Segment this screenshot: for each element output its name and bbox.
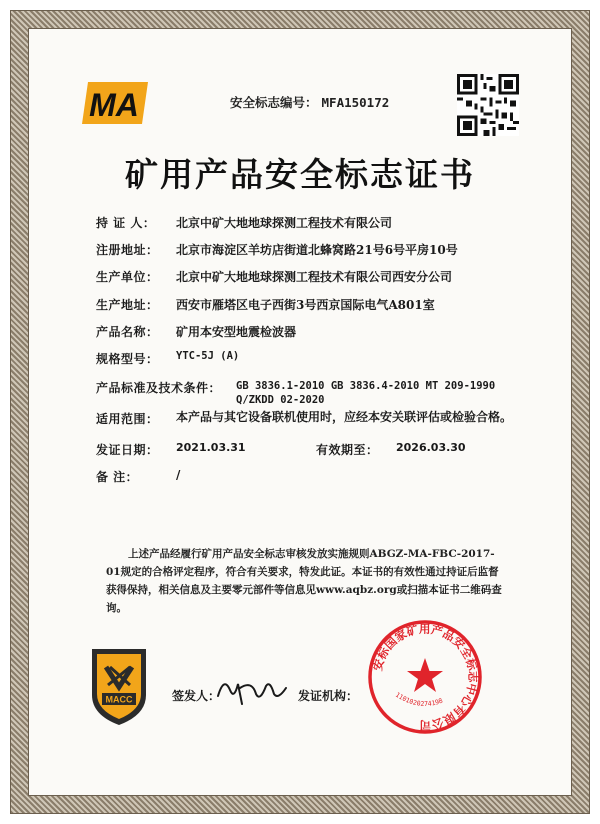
serial-number xyxy=(230,93,389,111)
ma-logo-icon xyxy=(80,80,150,126)
field-label: 产品名称： xyxy=(96,325,159,339)
serial-label: 安全标志编号： xyxy=(230,95,318,110)
field-label: 生产单位： xyxy=(96,270,159,284)
field-value: / xyxy=(176,468,181,482)
field-label: 产品标准及技术条件： xyxy=(96,381,222,395)
field-label: 规格型号： xyxy=(96,352,159,366)
macc-seal-icon xyxy=(88,645,150,727)
field-value: 本产品与其它设备联机使用时，应经本安关联评估或检验合格。 xyxy=(176,410,513,424)
ma-logo-text: MA xyxy=(89,87,139,123)
field-label: 发证日期： xyxy=(96,443,159,457)
field-label: 备 注： xyxy=(96,470,139,484)
field-label: 适用范围： xyxy=(96,412,159,426)
field-value: 2021.03.31 xyxy=(176,441,246,454)
field-value: 北京市海淀区羊坊店街道北蜂窝路21号6号平房10号 xyxy=(176,243,458,257)
field-value: 北京中矿大地地球探测工程技术有限公司西安分公司 xyxy=(176,270,453,284)
stamp-text: 安标国家矿用产品安全标志中心有限公司 xyxy=(370,621,481,733)
serial-value: MFA150172 xyxy=(321,95,390,110)
svg-text:1101020274198 xyxy=(394,691,444,708)
issuer-label: 发证机构： xyxy=(298,689,359,703)
official-seal-icon xyxy=(366,618,484,736)
macc-text: MACC xyxy=(105,694,133,705)
notice-text: 上述产品经履行矿用产品安全标志审核发放实施规则ABGZ-MA-FBC-2017-01规定的合格评定程序，符合有关要求，特发此证。本证书的有效性通过持证后监督获得保持，相关信息及主要零元部件等信息见www.aqbz.org或扫描本证书二维码查询。 xyxy=(106,548,502,614)
expiry-value: 2026.03.30 xyxy=(396,441,466,454)
certification-notice xyxy=(106,545,506,617)
field-label: 注册地址： xyxy=(96,243,159,257)
field-value: YTC-5J (A) xyxy=(176,350,240,362)
field-value: 北京中矿大地地球探测工程技术有限公司 xyxy=(176,216,393,230)
stamp-code: 1101020274198 xyxy=(393,690,444,709)
field-label: 生产地址： xyxy=(96,298,159,312)
field-value: GB 3836.1-2010 GB 3836.4-2010 MT 209-1990 Q/ZKDD 02-2020 xyxy=(236,380,496,406)
signer-label: 签发人： xyxy=(172,689,221,703)
qr-code-icon[interactable] xyxy=(457,74,519,136)
expiry-label: 有效期至： xyxy=(316,443,379,457)
certificate-title: 矿用产品安全标志证书 xyxy=(125,155,475,194)
field-value: 矿用本安型地震检波器 xyxy=(176,325,297,339)
signature-icon xyxy=(212,670,292,710)
field-value: 西安市雁塔区电子西街3号西京国际电气A801室 xyxy=(176,298,435,312)
field-label: 持 证 人： xyxy=(96,216,156,230)
